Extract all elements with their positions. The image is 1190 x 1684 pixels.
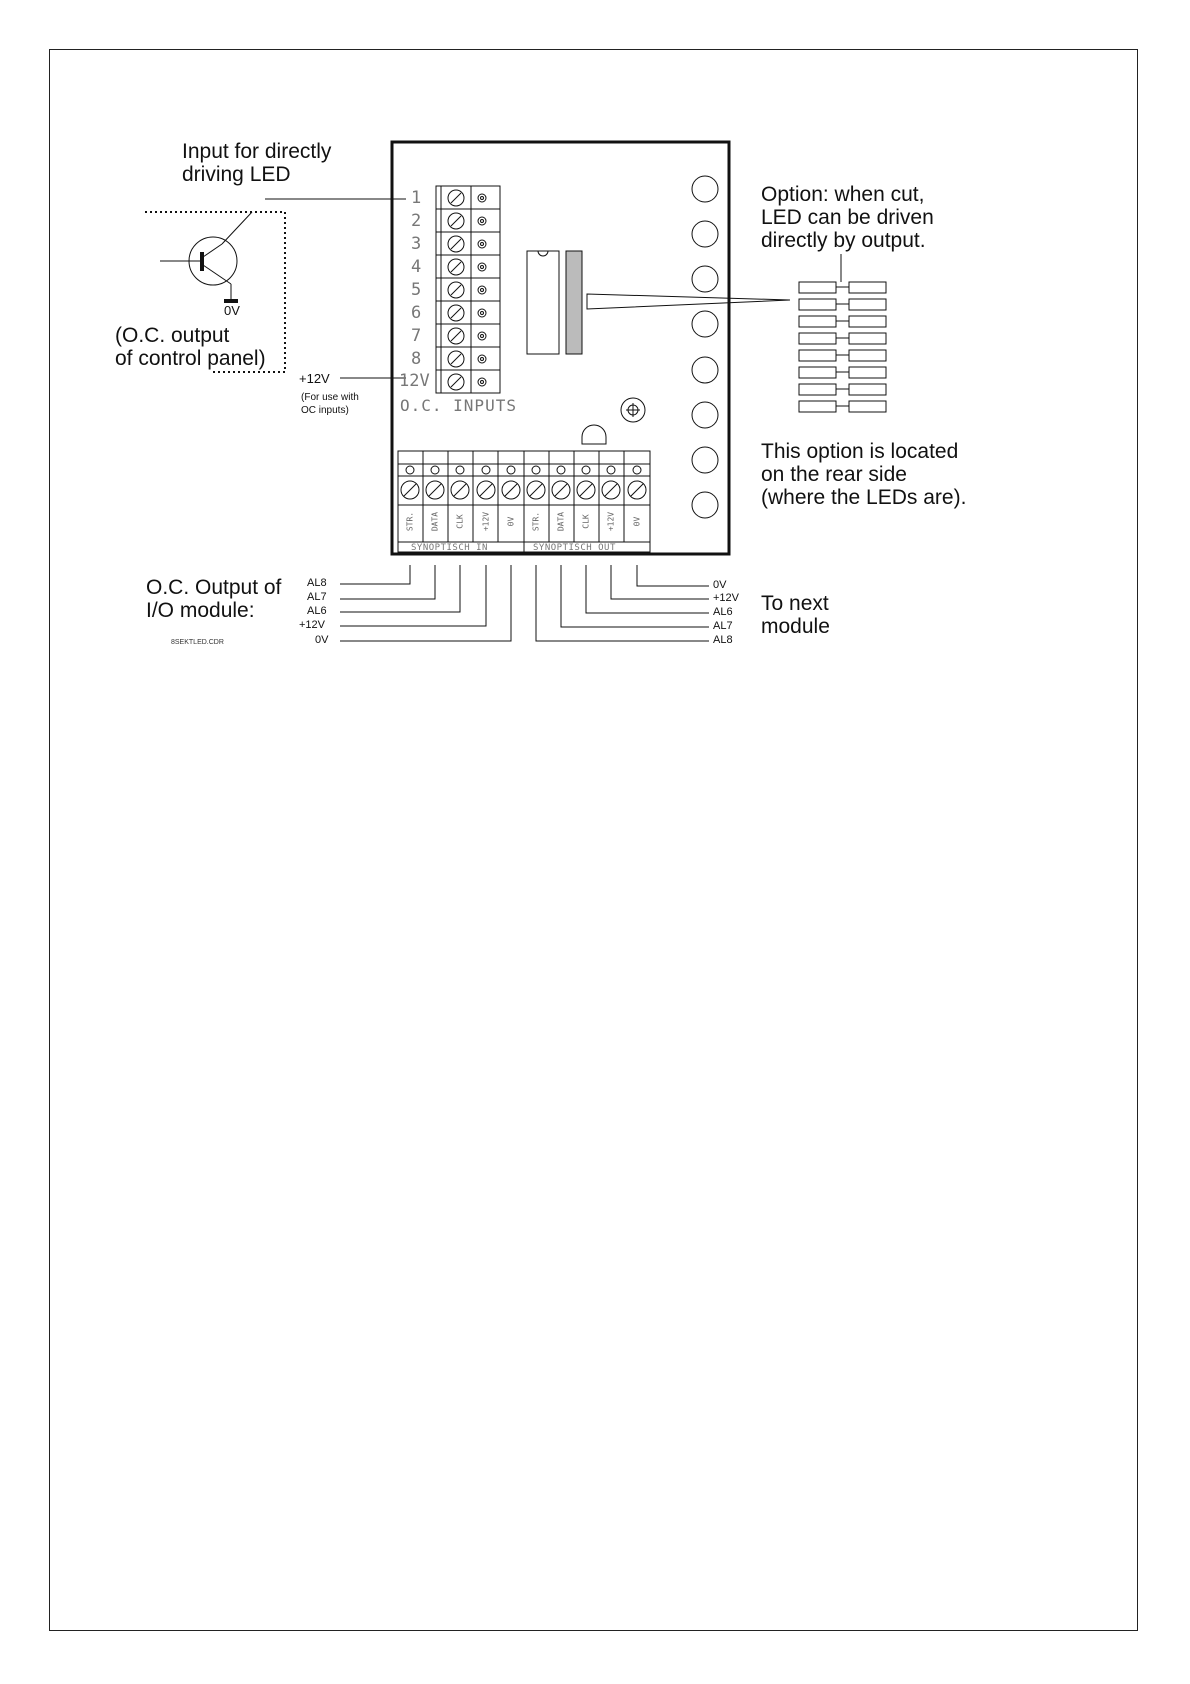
input-label-line2: driving LED bbox=[182, 163, 291, 186]
synoptisch-in-label: SYNOPTISCH IN bbox=[411, 543, 488, 553]
option-label-line2: LED can be driven bbox=[761, 206, 934, 229]
pin-label: +12V bbox=[481, 511, 491, 532]
oc-panel-label-line1: (O.C. output bbox=[115, 324, 230, 347]
next-module-label-line1: To next bbox=[761, 592, 829, 615]
left-signal-label: 0V bbox=[315, 634, 329, 646]
zero-v-label: 0V bbox=[224, 303, 240, 318]
plus12-label: +12V bbox=[299, 371, 330, 386]
rear-label-line3: (where the LEDs are). bbox=[761, 486, 967, 509]
led-column bbox=[692, 176, 718, 518]
option-label-line1: Option: when cut, bbox=[761, 183, 925, 206]
input-number-12v: 12V bbox=[399, 371, 430, 391]
resistor-array bbox=[566, 251, 582, 354]
synoptisch-out-label: SYNOPTISCH OUT bbox=[533, 543, 616, 553]
right-signal-label: 0V bbox=[713, 579, 727, 591]
pin-label: STR. bbox=[405, 511, 415, 532]
pin-label: 0V bbox=[632, 516, 642, 527]
input-number: 8 bbox=[411, 349, 422, 369]
right-signal-label: AL6 bbox=[713, 606, 733, 618]
input-number: 2 bbox=[411, 211, 422, 231]
half-round-component bbox=[582, 425, 606, 444]
left-signal-label: AL6 bbox=[307, 605, 327, 617]
filename-label: 8SEKTLED.CDR bbox=[171, 639, 224, 646]
pin-label: 0V bbox=[506, 516, 516, 527]
pin-label: STR. bbox=[531, 511, 541, 532]
right-signal-label: AL8 bbox=[713, 634, 733, 646]
option-pointer bbox=[587, 294, 790, 309]
input-label-line1: Input for directly bbox=[182, 140, 332, 163]
board-inputs-title: O.C. INPUTS bbox=[400, 396, 517, 415]
oc-output-label-line1: O.C. Output of bbox=[146, 576, 282, 599]
input-number: 5 bbox=[411, 280, 422, 300]
rear-label-line1: This option is located bbox=[761, 440, 959, 463]
pin-label: DATA bbox=[556, 511, 566, 532]
option-label-line3: directly by output. bbox=[761, 229, 926, 252]
option-jumpers bbox=[799, 282, 886, 412]
left-signal-label: AL8 bbox=[307, 577, 327, 589]
input-number: 4 bbox=[411, 257, 422, 277]
next-module-label-line2: module bbox=[761, 615, 830, 638]
input-terminal-rows bbox=[436, 209, 500, 370]
right-output-wires bbox=[536, 565, 709, 641]
ic-chip bbox=[527, 251, 559, 354]
left-signal-label: +12V bbox=[299, 619, 325, 631]
left-output-wires bbox=[340, 565, 511, 641]
input-number: 3 bbox=[411, 234, 422, 254]
oc-output-label-line2: I/O module: bbox=[146, 599, 255, 622]
left-signal-label: AL7 bbox=[307, 591, 327, 603]
board-outline bbox=[392, 142, 729, 554]
right-signal-label: AL7 bbox=[713, 620, 733, 632]
pin-label: DATA bbox=[430, 511, 440, 532]
right-signal-label: +12V bbox=[713, 592, 739, 604]
pin-label: CLK bbox=[581, 514, 591, 529]
rear-label-line2: on the rear side bbox=[761, 463, 907, 486]
input-sockets bbox=[478, 194, 486, 386]
oc-panel-label-line2: of control panel) bbox=[115, 347, 266, 370]
plus12-note-line2: OC inputs) bbox=[301, 405, 349, 416]
pin-label: CLK bbox=[455, 514, 465, 529]
input-number: 7 bbox=[411, 326, 422, 346]
pin-label: +12V bbox=[606, 511, 616, 532]
input-number: 1 bbox=[411, 188, 422, 208]
input-screws bbox=[448, 190, 464, 390]
input-number: 6 bbox=[411, 303, 422, 323]
plus12-note-line1: (For use with bbox=[301, 392, 359, 403]
